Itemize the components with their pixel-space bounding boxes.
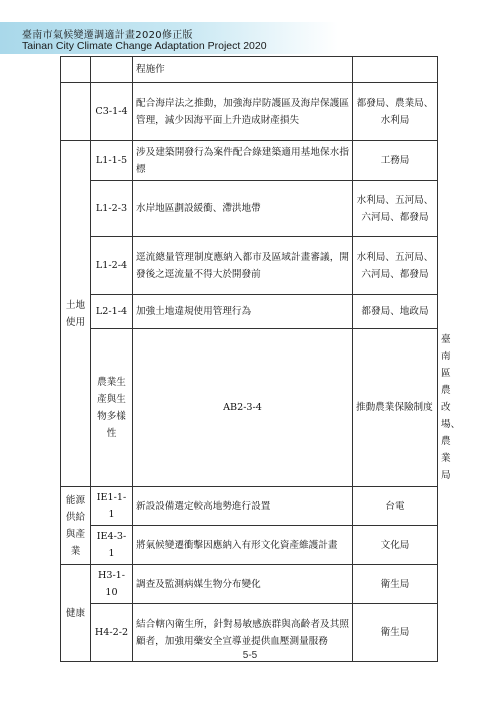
measure-code: IE4-3-1 [91, 526, 133, 565]
responsible-agency: 文化局 [353, 526, 438, 565]
measure-code: IE1-1-1 [91, 487, 133, 526]
measure-code: L2-1-4 [91, 295, 133, 329]
measure-description: 配合海岸法之推動，加強海岸防護區及海岸保護區管理，減少因海平面上升造成財產損失 [133, 83, 353, 141]
measure-code: L1-2-4 [91, 237, 133, 295]
header-title-zh: 臺南市氣候變遷調適計畫2020修正版 [22, 30, 193, 41]
table-row [61, 526, 438, 565]
category-cell-empty [61, 57, 91, 83]
measure-description: 逕流總量管理制度應納入都市及區域計畫審議，開發後之逕流量不得大於開發前 [133, 237, 353, 295]
measure-description: 程施作 [133, 57, 353, 83]
adaptation-measures-table [60, 56, 461, 662]
measure-code [91, 57, 133, 83]
measure-description: 涉及建築開發行為案件配合綠建築適用基地保水指標 [133, 141, 353, 181]
category-health: 健康 [61, 565, 91, 662]
measure-description: 水岸地區劃設緩衝、滯洪地帶 [133, 181, 353, 237]
category-energy: 能源供給與產業 [61, 487, 91, 565]
responsible-agency: 水利局、五河局、六河局、都發局 [353, 237, 438, 295]
responsible-agency: 都發局、地政局 [353, 295, 438, 329]
table-row [61, 83, 438, 141]
table-row [61, 237, 438, 295]
responsible-agency: 水利局、五河局、六河局、都發局 [353, 181, 438, 237]
measure-code: AB2-3-4 [133, 329, 353, 487]
responsible-agency: 衛生局 [353, 565, 438, 604]
responsible-agency: 工務局 [353, 141, 438, 181]
measure-description: 調查及監測病媒生物分布變化 [133, 565, 353, 604]
measure-description: 推動農業保險制度 [353, 329, 438, 487]
measure-code: L1-1-5 [91, 141, 133, 181]
table-row [61, 565, 438, 604]
responsible-agency: 台電 [353, 487, 438, 526]
table-row [61, 141, 438, 181]
measure-description: 結合轄內衛生所，針對易敏感族群與高齡者及其照顧者，加強用藥安全宣導並提供血壓測量服務 [133, 604, 353, 662]
responsible-agency: 衛生局 [353, 604, 438, 662]
table-row [61, 57, 438, 83]
table-row [61, 181, 438, 237]
responsible-agency [353, 57, 438, 83]
measure-code: L1-2-3 [91, 181, 133, 237]
table-row: 農業生產與生物多樣性 AB2-3-4 推動農業保險制度 臺南區農改場、農業局 [61, 329, 438, 487]
measure-code: H3-1-10 [91, 565, 133, 604]
category-agriculture: 農業生產與生物多樣性 [91, 329, 133, 487]
measure-code: H4-2-2 [91, 604, 133, 662]
header-title-en: Tainan City Climate Change Adaptation Project 2020 [22, 40, 267, 52]
measure-description: 將氣候變遷衝擊因應納入有形文化資產維護計畫 [133, 526, 353, 565]
measure-description: 加強土地違規使用管理行為 [133, 295, 353, 329]
category-cell-empty [61, 83, 91, 141]
table-row [61, 295, 438, 329]
measure-code: C3-1-4 [91, 83, 133, 141]
page-number: 5-5 [242, 650, 258, 661]
category-land-use: 土地使用 [61, 141, 91, 487]
table-row [61, 487, 438, 526]
responsible-agency: 都發局、農業局、水利局 [353, 83, 438, 141]
measure-description: 新設設備選定較高地勢進行設置 [133, 487, 353, 526]
